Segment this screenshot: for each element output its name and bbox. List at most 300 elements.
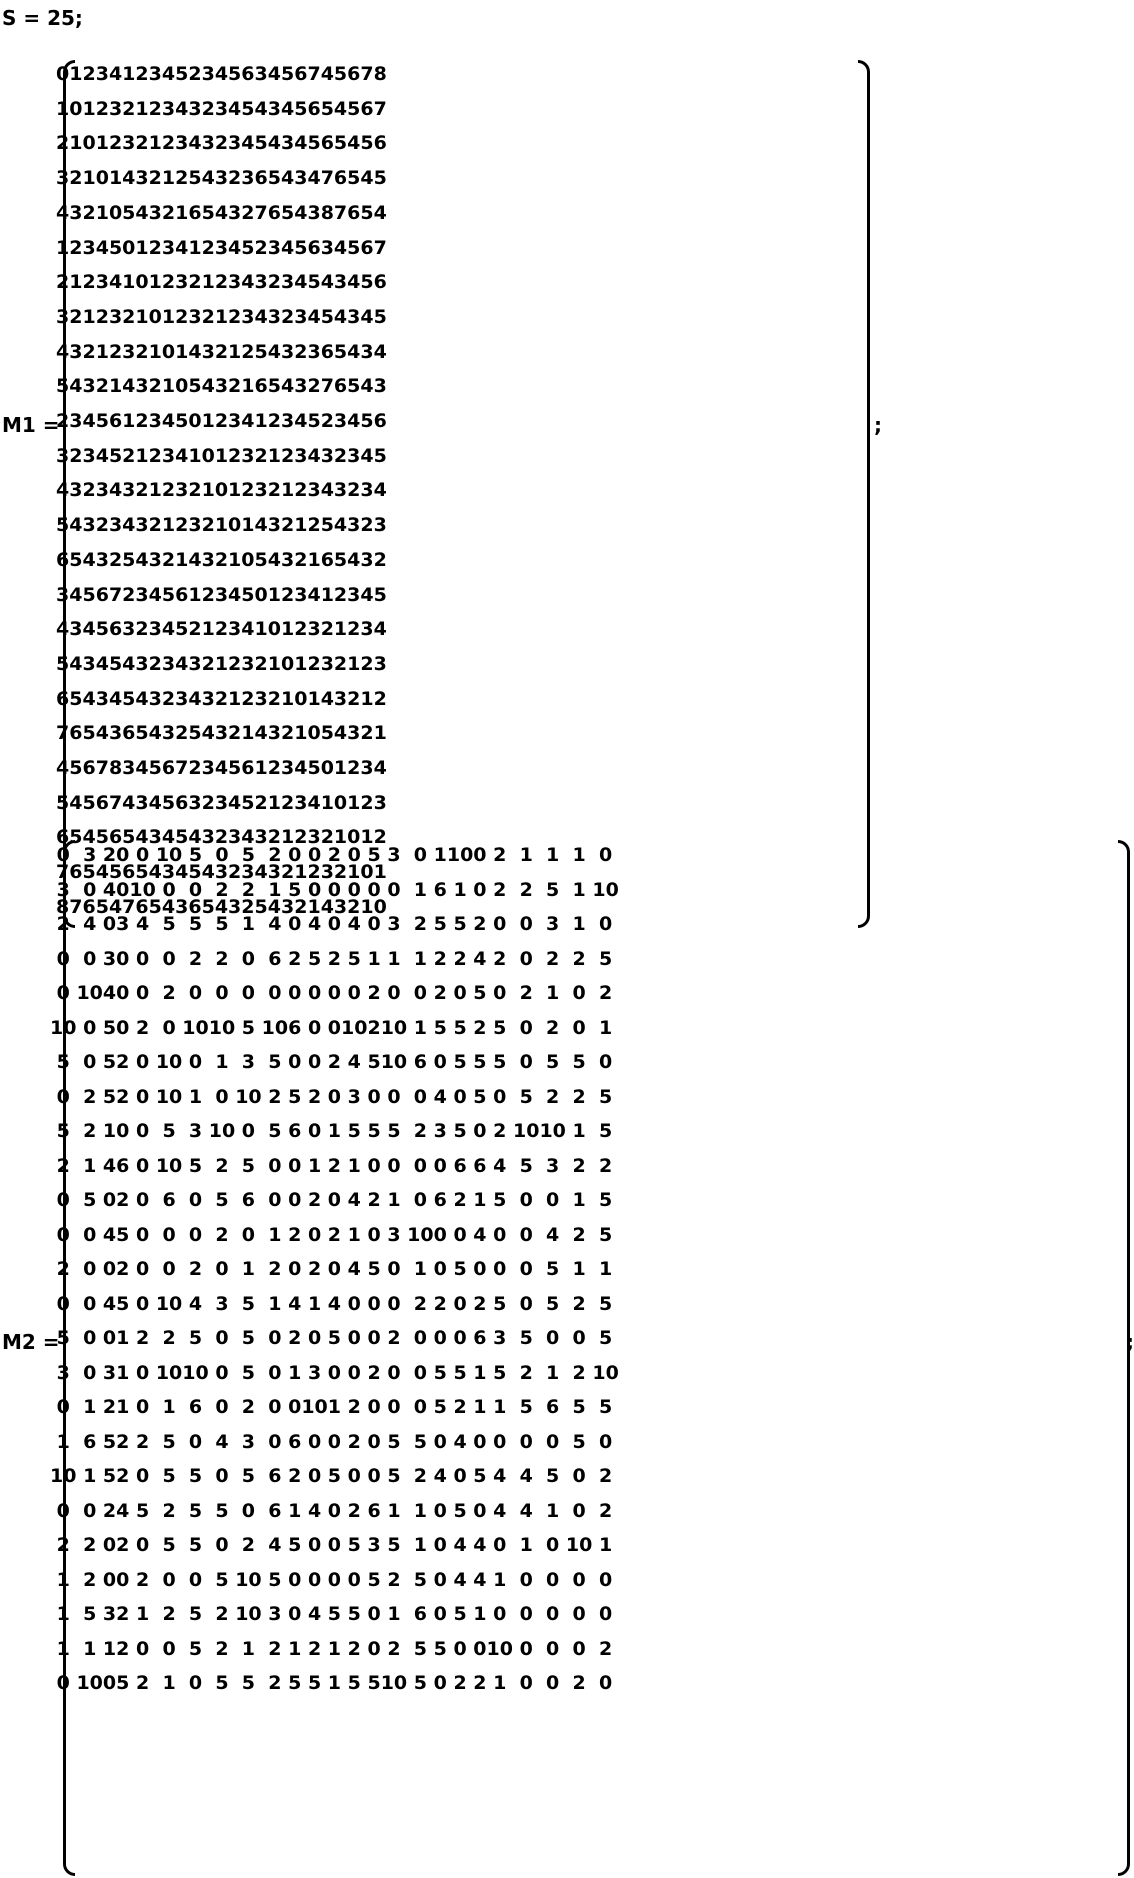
matrix-cell: 2 (161, 271, 176, 294)
matrix-cell: 2 (367, 982, 381, 1004)
matrix-cell: 1 (241, 375, 255, 398)
matrix-cell: 5 (108, 444, 123, 467)
matrix-cell: 2 (267, 757, 281, 780)
matrix-cell: 6 (294, 63, 308, 85)
matrix-cell: 3 (188, 514, 202, 537)
matrix-cell: 3 (122, 479, 136, 502)
matrix-cell: 4 (320, 479, 334, 502)
matrix-cell: 0 (288, 1396, 302, 1418)
matrix-cell: 3 (102, 1603, 117, 1625)
matrix-cell: 3 (95, 271, 109, 294)
matrix-cell: 4 (116, 1499, 130, 1522)
matrix-cell: 2 (135, 618, 149, 641)
matrix-cell: 4 (360, 444, 374, 467)
matrix-cell: 5 (82, 861, 96, 884)
matrix-cell: 3 (360, 340, 374, 363)
matrix-cell: 0 (241, 1223, 256, 1246)
matrix-cell: 1 (347, 861, 361, 884)
matrix-cell: 0 (493, 1085, 507, 1108)
matrix-cell: 0 (473, 878, 487, 901)
matrix-cell: 4 (188, 548, 202, 571)
matrix-cell: 4 (228, 583, 242, 606)
matrix-cell: 2 (215, 947, 229, 970)
matrix-cell: 0 (288, 1154, 302, 1177)
matrix-cell: 1 (102, 1120, 117, 1142)
matrix-row (50, 1218, 619, 1253)
matrix-cell: 2 (280, 514, 295, 537)
matrix-cell: 5 (69, 757, 83, 780)
matrix-row (50, 838, 619, 873)
matrix-cell: 0 (307, 982, 322, 1004)
matrix-cell: 4 (294, 201, 308, 224)
matrix-cell: 0 (546, 1327, 560, 1349)
matrix-cell: 0 (347, 1361, 361, 1384)
matrix-cell: 5 (241, 1327, 256, 1349)
matrix-cell: 0 (493, 1223, 507, 1246)
matrix-cell: 0 (135, 1120, 150, 1142)
matrix-cell: 2 (347, 895, 361, 918)
matrix-cell: 4 (83, 913, 97, 935)
matrix-row (50, 1494, 619, 1529)
matrix-cell: 2 (288, 947, 302, 970)
matrix-cell: 5 (598, 1292, 613, 1315)
matrix-cell: 0 (162, 1258, 176, 1280)
matrix-cell: 2 (473, 913, 487, 935)
matrix-cell: 0 (493, 913, 507, 935)
matrix-cell: 0 (493, 1603, 507, 1625)
matrix-cell: 5 (122, 826, 136, 849)
matrix-cell: 3 (175, 132, 189, 155)
matrix-cell: 1 (83, 1637, 97, 1660)
matrix-cell: 0 (327, 1361, 342, 1384)
matrix-cell: 4 (201, 167, 215, 190)
matrix-cell: 4 (268, 913, 282, 935)
matrix-cell: 4 (228, 236, 242, 259)
matrix-cell: 0 (347, 826, 361, 849)
matrix-cell: 6 (360, 97, 374, 120)
matrix-cell: 3 (148, 201, 162, 224)
matrix-cell: 2 (148, 167, 162, 190)
matrix-cell: 1 (347, 652, 361, 675)
matrix-cell: 0 (56, 947, 70, 970)
matrix-cell: 0 (367, 1603, 381, 1625)
matrix-cell: 5 (241, 1672, 256, 1694)
matrix-cell: 3 (241, 167, 255, 190)
matrix-cell: 5 (453, 1361, 467, 1384)
matrix-cell: 5 (82, 722, 96, 745)
matrix-cell: 5 (373, 583, 387, 606)
matrix-cell: 1 (572, 1189, 586, 1211)
matrix-cell: 2 (267, 410, 281, 433)
matrix-cell: 2 (493, 844, 507, 866)
matrix-cell: 0 (122, 236, 136, 259)
matrix-cell: 4 (493, 1465, 507, 1487)
matrix-cell: 1 (161, 514, 176, 537)
matrix-cell: 4 (148, 583, 162, 606)
matrix-cell: 4 (201, 861, 215, 884)
matrix-cell: 7 (56, 861, 70, 884)
matrix-cell: 6 (175, 583, 189, 606)
matrix-cell: 2 (135, 1016, 150, 1039)
matrix-cell: 5 (307, 1672, 322, 1694)
matrix-cell: 3 (83, 844, 97, 866)
matrix-cell: 2 (215, 1603, 229, 1625)
matrix-cell: 4 (175, 236, 189, 259)
matrix-cell: 4 (320, 271, 334, 294)
matrix-cell: 3 (214, 583, 229, 606)
matrix-row (56, 473, 387, 508)
matrix-cell: 3 (280, 548, 295, 571)
matrix-cell: 3 (280, 340, 295, 363)
matrix-row (50, 1321, 619, 1356)
matrix-cell: 3 (201, 687, 215, 710)
matrix-cell: 5 (162, 1430, 176, 1453)
matrix-cell: 2 (188, 757, 202, 780)
matrix-cell: 1 (108, 375, 123, 398)
matrix-cell: 2 (148, 652, 162, 675)
matrix-cell: 5 (82, 583, 96, 606)
matrix-cell: 3 (333, 271, 348, 294)
matrix-cell: 0 (307, 1223, 322, 1246)
matrix-cell: 3 (307, 201, 321, 224)
matrix-cell: 3 (214, 97, 229, 120)
matrix-cell: 6 (162, 1189, 176, 1211)
matrix-cell: 2 (360, 722, 374, 745)
matrix-cell: 10 (155, 844, 183, 866)
matrix-cell: 4 (519, 1465, 533, 1487)
matrix-cell: 0 (347, 844, 361, 866)
m2-label: M2 = (2, 1330, 60, 1354)
matrix-cell: 1 (83, 1465, 97, 1487)
m2-matrix (50, 838, 619, 1701)
matrix-cell: 4 (280, 97, 295, 120)
matrix-cell: 7 (95, 757, 109, 780)
matrix-cell: 0 (433, 1499, 447, 1522)
matrix-cell: 4 (307, 444, 321, 467)
matrix-cell: 5 (473, 1051, 487, 1073)
matrix-cell: 5 (333, 63, 348, 85)
matrix-cell: 1 (413, 1258, 427, 1280)
matrix-cell: 0 (56, 982, 70, 1004)
matrix-cell: 0 (215, 982, 229, 1004)
matrix-cell: 3 (214, 167, 229, 190)
m1-terminator: ; (874, 413, 882, 437)
matrix-cell: 3 (56, 167, 70, 190)
matrix-cell: 0 (433, 1568, 447, 1591)
matrix-cell: 5 (188, 167, 202, 190)
matrix-cell: 10 (235, 1085, 262, 1108)
matrix-cell: 0 (83, 1051, 97, 1073)
matrix-cell: 0 (387, 1258, 401, 1280)
matrix-cell: 4 (360, 375, 374, 398)
matrix-cell: 0 (188, 1430, 203, 1453)
matrix-cell: 0 (83, 1016, 97, 1039)
matrix-cell: 4 (473, 1568, 487, 1591)
matrix-cell: 5 (188, 1327, 203, 1349)
matrix-cell: 2 (188, 479, 202, 502)
matrix-cell: 0 (327, 1085, 342, 1108)
matrix-cell: 5 (122, 687, 136, 710)
matrix-cell: 5 (360, 132, 374, 155)
matrix-cell: 2 (288, 1465, 302, 1487)
matrix-cell: 4 (228, 791, 242, 814)
matrix-cell: 1 (347, 1154, 361, 1177)
matrix-cell: 2 (83, 1085, 97, 1108)
matrix-cell: 1 (267, 444, 281, 467)
matrix-cell: 0 (327, 1430, 342, 1453)
matrix-cell: 2 (307, 514, 321, 537)
matrix-cell: 2 (307, 652, 321, 675)
matrix-cell: 1 (95, 132, 109, 155)
matrix-cell: 0 (519, 1430, 533, 1453)
matrix-cell: 1 (95, 201, 109, 224)
matrix-cell: 4 (135, 201, 149, 224)
matrix-cell: 0 (102, 1672, 117, 1694)
matrix-cell: 1 (413, 1016, 427, 1039)
matrix-row (56, 508, 387, 543)
matrix-cell: 0 (135, 1534, 150, 1556)
matrix-cell: 2 (135, 1672, 150, 1694)
matrix-cell: 4 (122, 791, 136, 814)
matrix-cell: 5 (175, 826, 189, 849)
matrix-cell: 0 (387, 878, 401, 901)
matrix-cell: 2 (56, 913, 70, 935)
matrix-cell: 0 (473, 1258, 487, 1280)
matrix-cell: 3 (320, 236, 334, 259)
matrix-cell: 4 (267, 548, 281, 571)
matrix-cell: 1 (161, 375, 176, 398)
matrix-cell: 2 (95, 305, 109, 328)
matrix-cell: 1 (241, 722, 255, 745)
matrix-cell: 0 (307, 722, 321, 745)
matrix-cell: 4 (347, 1258, 361, 1280)
matrix-cell: 6 (413, 1051, 427, 1073)
matrix-cell: 2 (453, 947, 467, 970)
matrix-cell: 5 (387, 1430, 401, 1453)
matrix-cell: 0 (546, 1672, 560, 1694)
matrix-cell: 4 (327, 1292, 342, 1315)
matrix-cell: 1 (572, 878, 586, 901)
matrix-cell: 5 (572, 1396, 586, 1418)
matrix-cell: 3 (307, 340, 321, 363)
matrix-row (50, 976, 619, 1011)
matrix-cell: 3 (254, 479, 268, 502)
matrix-cell: 2 (188, 947, 203, 970)
matrix-cell: 2 (161, 201, 176, 224)
matrix-cell: 3 (201, 63, 215, 85)
matrix-cell: 6 (241, 1189, 256, 1211)
matrix-cell: 1 (56, 1637, 70, 1660)
matrix-cell: 5 (347, 236, 361, 259)
matrix-cell: 5 (215, 1672, 229, 1694)
matrix-cell: 0 (347, 1292, 361, 1315)
matrix-cell: 0 (327, 1189, 342, 1211)
matrix-cell: 0 (598, 1603, 613, 1625)
matrix-cell: 3 (161, 652, 176, 675)
matrix-cell: 5 (347, 947, 361, 970)
matrix-cell: 5 (347, 1534, 361, 1556)
matrix-cell: 2 (56, 1534, 70, 1556)
matrix-cell: 3 (214, 861, 229, 884)
matrix-cell: 0 (83, 1361, 97, 1384)
matrix-cell: 2 (413, 1120, 427, 1142)
matrix-cell: 4 (280, 236, 295, 259)
matrix-cell: 1 (288, 1499, 302, 1522)
matrix-cell: 4 (241, 410, 255, 433)
matrix-cell: 5 (433, 1016, 447, 1039)
matrix-cell: 0 (215, 1258, 229, 1280)
matrix-cell: 5 (162, 1534, 176, 1556)
matrix-row (50, 1666, 619, 1701)
matrix-cell: 4 (175, 861, 189, 884)
matrix-cell: 6 (188, 201, 202, 224)
matrix-cell: 0 (367, 1396, 381, 1418)
matrix-cell: 3 (135, 375, 149, 398)
matrix-cell: 7 (333, 201, 348, 224)
matrix-cell: 1 (254, 618, 268, 641)
matrix-cell: 3 (280, 271, 295, 294)
matrix-cell: 5 (598, 1085, 613, 1108)
matrix-cell: 0 (367, 878, 381, 901)
matrix-cell: 0 (572, 1327, 586, 1349)
matrix-cell: 0 (280, 652, 295, 675)
matrix-cell: 1 (214, 444, 229, 467)
matrix-cell: 2 (433, 1292, 447, 1315)
matrix-cell: 0 (288, 1051, 302, 1073)
matrix-cell: 5 (367, 1051, 381, 1073)
matrix-cell: 2 (135, 1568, 150, 1591)
matrix-cell: 2 (241, 201, 255, 224)
matrix-cell: 0 (367, 1085, 381, 1108)
matrix-cell: 3 (161, 97, 176, 120)
matrix-cell: 6 (241, 63, 255, 85)
matrix-cell: 1 (116, 1361, 130, 1384)
matrix-cell: 4 (95, 861, 109, 884)
matrix-cell: 0 (433, 1603, 447, 1625)
matrix-cell: 0 (413, 982, 427, 1004)
matrix-cell: 5 (413, 1568, 427, 1591)
matrix-cell: 2 (161, 687, 176, 710)
matrix-cell: 2 (367, 1016, 381, 1039)
matrix-cell: 4 (108, 271, 123, 294)
matrix-cell: 2 (598, 1499, 613, 1522)
matrix-cell: 5 (373, 305, 387, 328)
matrix-cell: 0 (307, 1016, 322, 1039)
matrix-cell: 2 (83, 1120, 97, 1142)
matrix-cell: 4 (161, 895, 176, 918)
matrix-cell: 4 (347, 548, 361, 571)
matrix-cell: 10 (155, 1085, 183, 1108)
matrix-cell: 5 (333, 548, 348, 571)
matrix-cell: 5 (493, 1051, 507, 1073)
matrix-cell: 4 (294, 757, 308, 780)
matrix-cell: 0 (162, 1016, 176, 1039)
matrix-cell: 0 (347, 1568, 361, 1591)
matrix-cell: 4 (122, 514, 136, 537)
matrix-cell: 1 (175, 340, 189, 363)
matrix-cell: 3 (387, 844, 401, 866)
matrix-cell: 4 (307, 1603, 322, 1625)
matrix-cell: 1 (161, 167, 176, 190)
matrix-cell: 0 (519, 1189, 533, 1211)
matrix-cell: 8 (373, 63, 387, 85)
matrix-cell: 2 (241, 895, 255, 918)
matrix-cell: 2 (162, 1603, 176, 1625)
matrix-cell: 1 (69, 271, 83, 294)
matrix-cell: 4 (307, 583, 321, 606)
matrix-cell: 2 (214, 618, 229, 641)
matrix-cell: 5 (267, 167, 281, 190)
matrix-cell: 5 (188, 1154, 203, 1177)
matrix-cell: 1 (56, 1430, 70, 1453)
matrix-cell: 5 (367, 1672, 381, 1694)
matrix-row (56, 751, 387, 786)
matrix-cell: 5 (546, 1258, 560, 1280)
matrix-row (50, 1252, 619, 1287)
matrix-cell: 5 (268, 1051, 282, 1073)
matrix-cell: 0 (546, 1430, 560, 1453)
matrix-row (56, 439, 387, 474)
matrix-cell: 0 (367, 1292, 381, 1315)
matrix-row (50, 907, 619, 942)
matrix-row (56, 265, 387, 300)
matrix-cell: 5 (387, 1465, 401, 1487)
matrix-cell: 0 (546, 1189, 560, 1211)
matrix-cell: 3 (347, 514, 361, 537)
matrix-cell: 0 (82, 132, 96, 155)
matrix-cell: 1 (135, 236, 149, 259)
matrix-cell: 3 (175, 687, 189, 710)
matrix-cell: 3 (347, 305, 361, 328)
matrix-cell: 7 (69, 895, 83, 918)
matrix-cell: 0 (327, 1534, 342, 1556)
matrix-cell: 4 (108, 687, 123, 710)
matrix-cell: 4 (135, 913, 150, 935)
matrix-cell: 1 (241, 514, 255, 537)
matrix-cell: 0 (102, 1327, 117, 1349)
matrix-cell: 1 (413, 1499, 427, 1522)
matrix-cell: 2 (572, 1672, 586, 1694)
matrix-cell: 4 (254, 305, 268, 328)
matrix-cell: 0 (307, 1568, 322, 1591)
matrix-cell: 2 (116, 1258, 130, 1280)
matrix-cell: 2 (108, 340, 123, 363)
matrix-cell: 1 (413, 878, 427, 901)
matrix-cell: 6 (433, 1189, 447, 1211)
matrix-cell: 2 (56, 410, 70, 433)
matrix-cell: 1 (598, 1016, 613, 1039)
matrix-cell: 10 (208, 1016, 236, 1039)
matrix-cell: 4 (433, 1085, 447, 1108)
matrix-cell: 0 (188, 1223, 203, 1246)
matrix-row (56, 161, 387, 196)
matrix-cell: 2 (280, 583, 295, 606)
matrix-cell: 5 (135, 861, 149, 884)
matrix-cell: 4 (347, 132, 361, 155)
matrix-cell: 2 (116, 1534, 130, 1556)
matrix-cell: 6 (108, 826, 123, 849)
matrix-cell: 1 (546, 844, 560, 866)
matrix-cell: 0 (473, 1120, 487, 1142)
matrix-cell: 10 (539, 1120, 566, 1142)
matrix-cell: 3 (56, 583, 70, 606)
matrix-cell: 1 (280, 687, 295, 710)
matrix-cell: 4 (214, 895, 229, 918)
matrix-cell: 5 (327, 1603, 342, 1625)
matrix-cell: 0 (327, 1016, 342, 1039)
m2-terminator: ; (1126, 1330, 1134, 1354)
matrix-cell: 1 (102, 1637, 117, 1660)
